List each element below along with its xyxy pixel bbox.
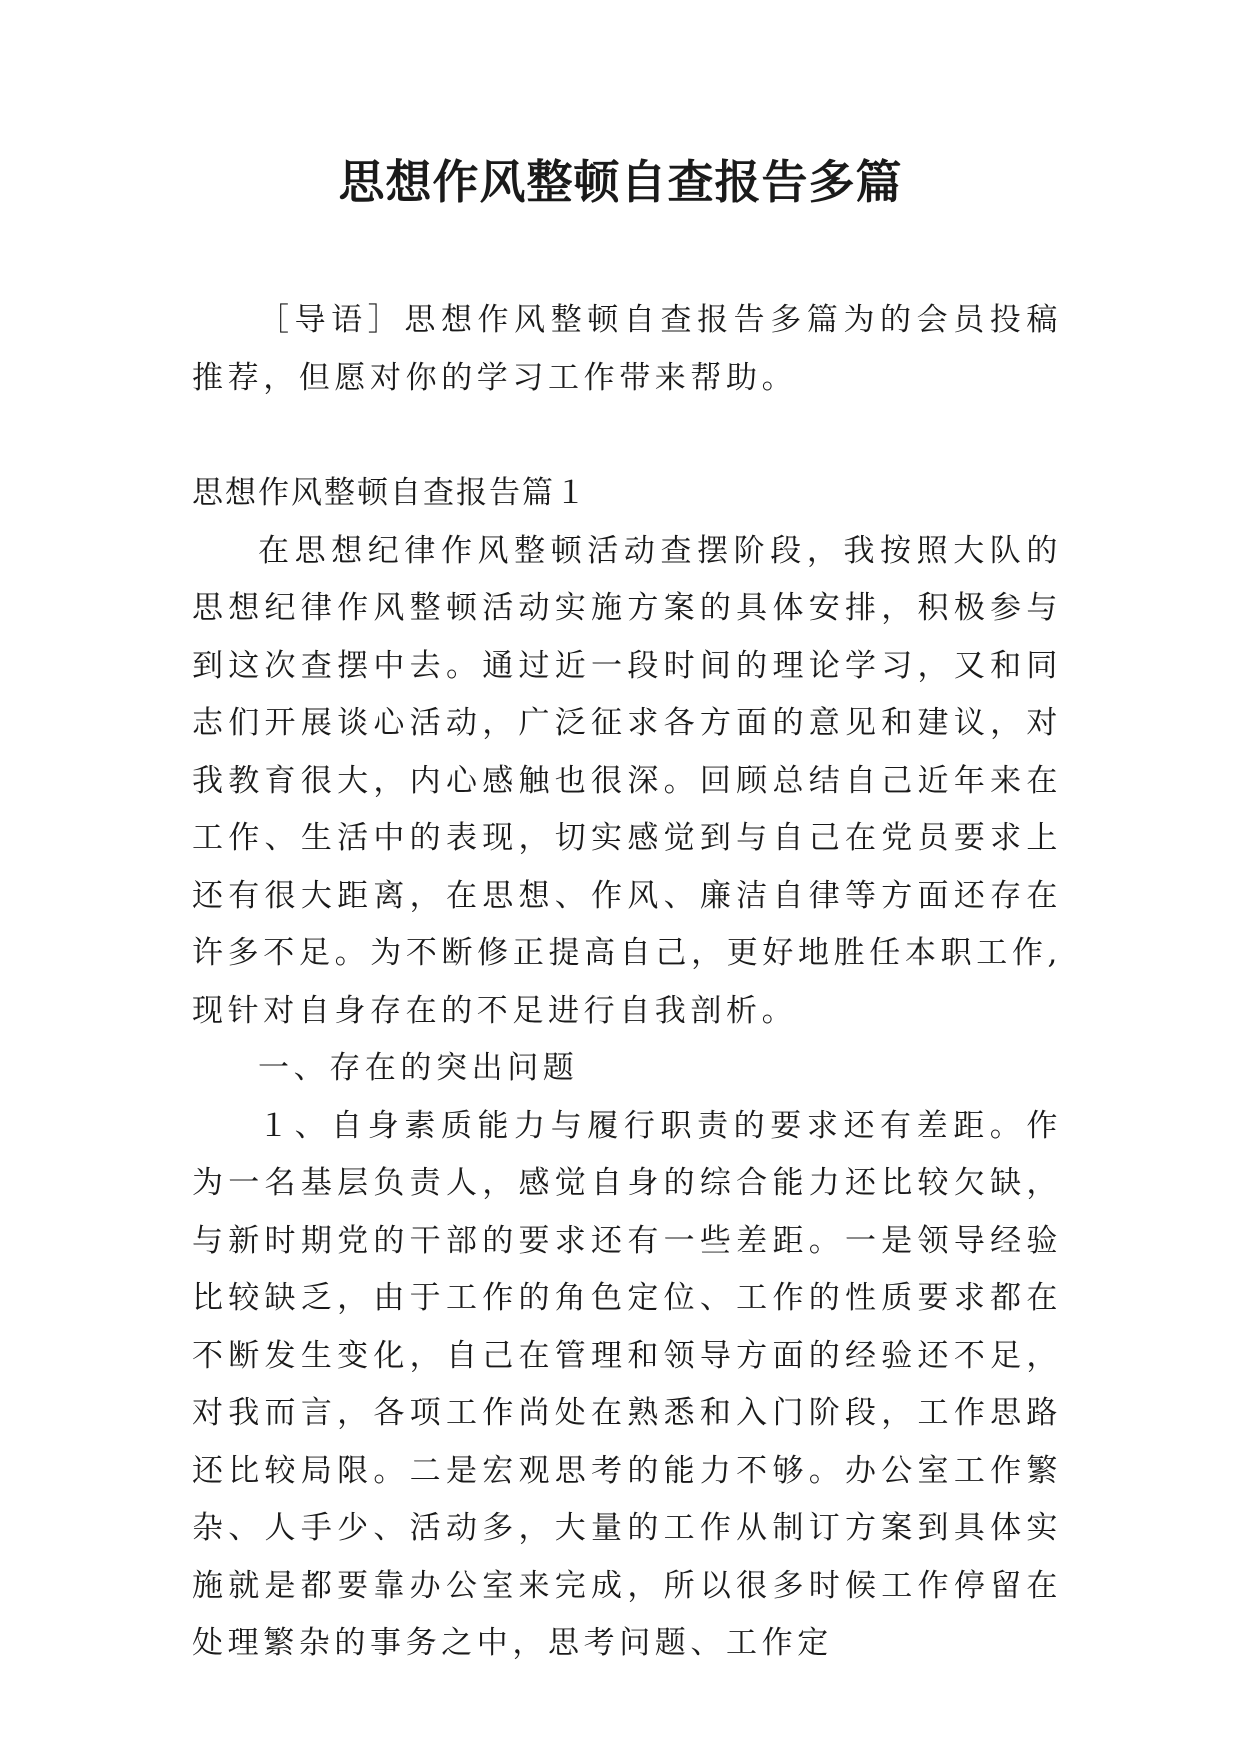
lead-paragraph: ［导语］思想作风整顿自查报告多篇为的会员投稿推荐，但愿对你的学习工作带来帮助。	[192, 302, 1062, 396]
body-paragraph: １、自身素质能力与履行职责的要求还有差距。作为一名基层负责人，感觉自身的综合能力还比较欠缺，与新时期党的干部的要求还有一些差距。一是领导经验比较缺乏，由于工作的角色定位、工作的性质要求都在不断发生变化，自己在管理和领导方面的经验还不足，对我而言，各项工作尚处在熟悉和入门阶段，工作思路还比较局限。二是宏观思考的能力不够。办公室工作繁杂、人手少、活动多，大量的工作从制订方案到具体实施就是都要靠办公室来完成，所以很多时候工作停留在处理繁杂的事务之中，思考问题、工作定	[192, 1107, 1062, 1661]
section-heading: 思想作风整顿自查报告篇１	[192, 475, 588, 511]
document-title: 思想作风整顿自查报告多篇	[338, 155, 903, 209]
body-paragraph: 在思想纪律作风整顿活动查摆阶段，我按照大队的思想纪律作风整顿活动实施方案的具体安排，积极参与到这次查摆中去。通过近一段时间的理论学习，又和同志们开展谈心活动，广泛征求各方面的意见和建议，对我教育很大，内心感触也很深。回顾总结自己近年来在工作、生活中的表现，切实感觉到与自己在党员要求上还有很大距离，在思想、作风、廉洁自律等方面还存在许多不足。为不断修正提高自己，更好地胜任本职工作,现针对自身存在的不足进行自我剖析。	[192, 532, 1062, 1029]
document-body	[192, 292, 1062, 1673]
subsection-heading: 一、存在的突出问题	[258, 1050, 579, 1086]
